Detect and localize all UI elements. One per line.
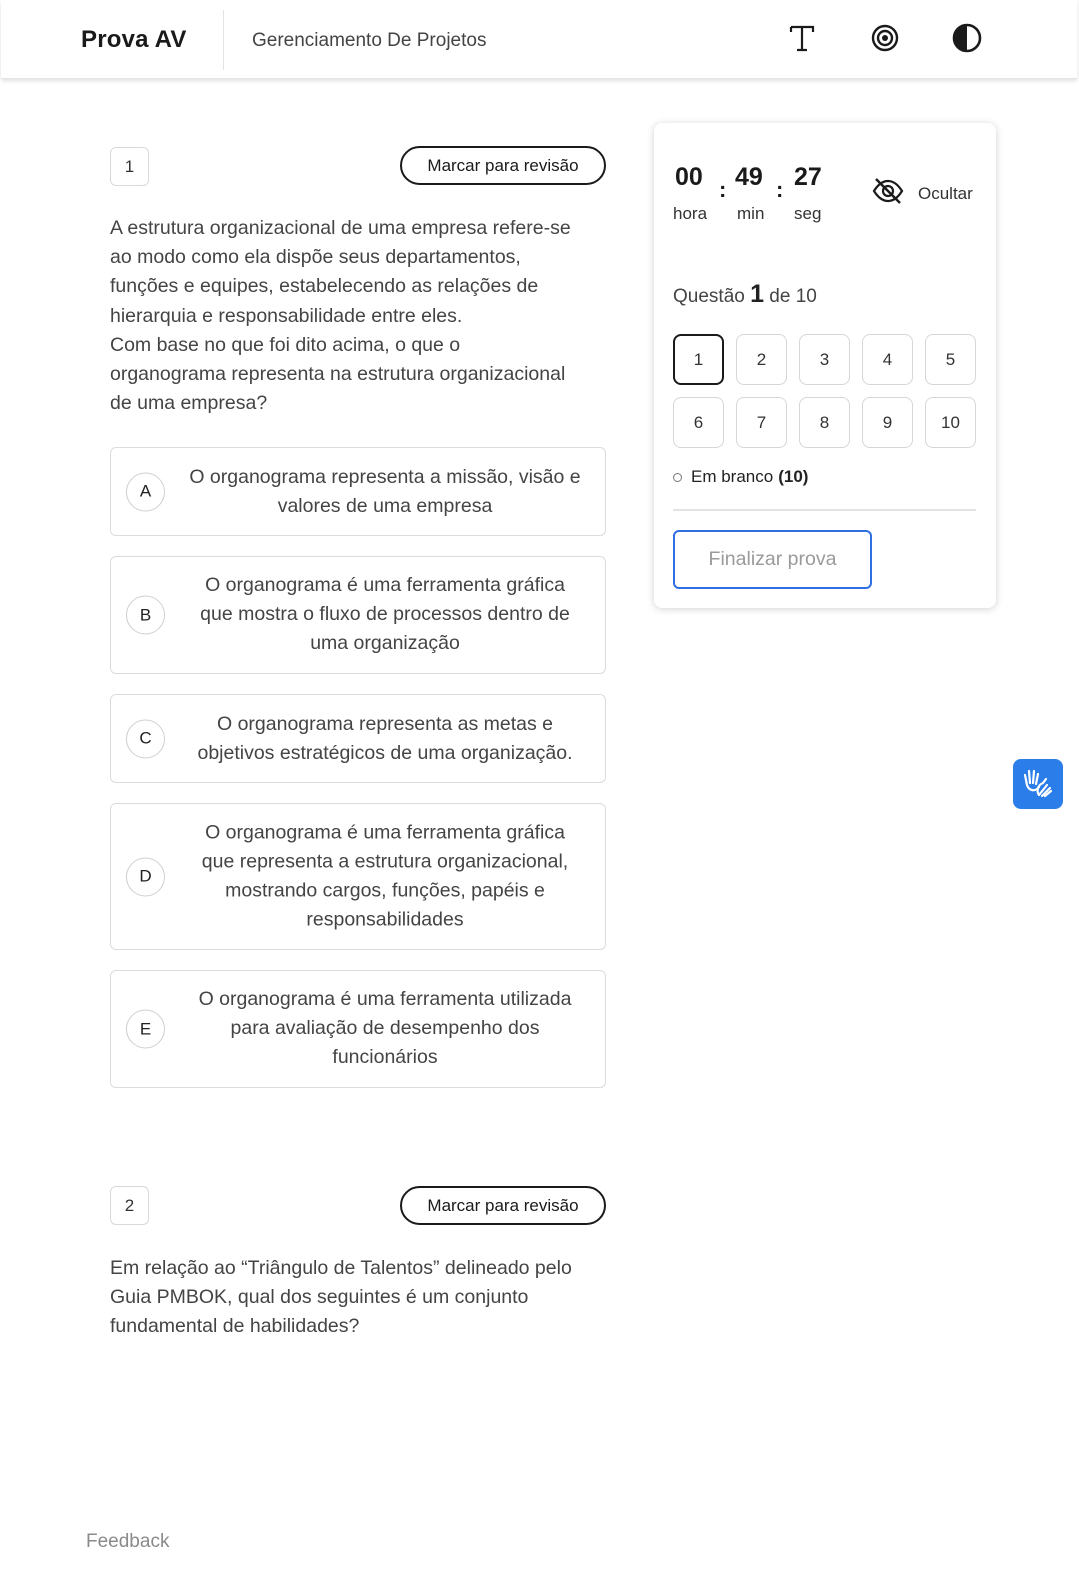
nav-question-3[interactable]: 3 [799, 334, 850, 385]
question-text-line: Em relação ao “Triângulo de Talentos” delineado pelo [110, 1257, 572, 1279]
course-title: Gerenciamento De Projetos [252, 30, 487, 51]
question-text-line: fundamental de habilidades? [110, 1315, 360, 1338]
option-text-line: O organograma representa as metas e [216, 712, 553, 735]
blank-status-label: Em branco [691, 467, 774, 486]
option-text [179, 571, 591, 659]
nav-question-8[interactable]: 8 [799, 397, 850, 448]
blank-status-count: (10) [778, 467, 809, 486]
option-text [179, 818, 591, 935]
option-text-line: mostrando cargos, funções, papéis e [225, 879, 545, 902]
answer-option-c[interactable] [110, 694, 606, 783]
timer-separator: : [776, 177, 784, 202]
blank-status-dot-icon [673, 473, 682, 482]
option-text-line: uma organização [310, 632, 460, 655]
option-letter: C [126, 719, 165, 758]
option-text-line: responsabilidades [306, 908, 464, 931]
timer-minutes-label: min [737, 204, 765, 223]
option-text-line: que representa a estrutura organizacional, [201, 850, 569, 873]
timer-seconds-label: seg [794, 204, 822, 223]
question-counter-suffix: de 10 [769, 286, 817, 307]
question-text [110, 1254, 610, 1342]
nav-question-2[interactable]: 2 [736, 334, 787, 385]
option-letter: D [126, 857, 165, 896]
option-letter: E [126, 1010, 165, 1049]
question-counter-current: 1 [750, 280, 765, 308]
question-text-line: organograma representa na estrutura organizacional [110, 363, 566, 386]
timer-hours: 00 [675, 163, 703, 191]
option-letter: B [126, 596, 165, 635]
timer-hours-label: hora [673, 204, 708, 223]
option-text-line: O organograma é uma ferramenta gráfica [205, 821, 565, 844]
timer-seconds: 27 [794, 163, 822, 191]
option-letter: A [126, 472, 165, 511]
answer-option-e[interactable] [110, 970, 606, 1088]
question-text [110, 214, 610, 418]
brand-title: Prova AV [81, 26, 187, 53]
sign-language-button[interactable] [1013, 759, 1063, 809]
nav-question-7[interactable]: 7 [736, 397, 787, 448]
option-text-line: O organograma é uma ferramenta utilizada [198, 988, 572, 1011]
nav-question-10[interactable]: 10 [925, 397, 976, 448]
timer-minutes: 49 [735, 163, 763, 191]
blank-answers-status [673, 467, 808, 487]
timer-separator: : [719, 177, 727, 202]
option-text-line: funcionários [332, 1046, 438, 1069]
option-text-line: que mostra o fluxo de processos dentro de [200, 603, 570, 626]
eye-off-icon [872, 177, 904, 210]
question-counter-prefix: Questão [673, 286, 745, 307]
exam-status-panel [654, 123, 996, 608]
question-text-line: funções e equipes, estabelecendo as relações de [110, 275, 539, 298]
option-text-line: para avaliação de desempenho dos [230, 1017, 540, 1040]
nav-question-1[interactable]: 1 [673, 334, 724, 385]
font-size-icon[interactable] [784, 20, 820, 56]
question-text-line: ao modo como ela dispõe seus departamentos, [110, 246, 521, 269]
answer-option-a[interactable] [110, 447, 606, 536]
question-text-line: Guia PMBOK, qual dos seguintes é um conjunto [110, 1286, 529, 1309]
question-number: 2 [110, 1186, 149, 1225]
answer-option-b[interactable] [110, 556, 606, 674]
question-text-line: A estrutura organizacional de uma empresa refere-se [110, 217, 571, 239]
focus-target-icon[interactable] [867, 20, 903, 56]
feedback-link[interactable]: Feedback [86, 1531, 170, 1552]
nav-question-6[interactable]: 6 [673, 397, 724, 448]
sign-language-hands-icon [1021, 765, 1055, 804]
hide-timer-label: Ocultar [918, 183, 973, 203]
option-text-line: objetivos estratégicos de uma organização. [197, 741, 573, 764]
top-bar [1, 0, 1077, 79]
question-number: 1 [110, 147, 149, 186]
nav-question-5[interactable]: 5 [925, 334, 976, 385]
question-text-line: de uma empresa? [110, 392, 268, 415]
option-text-line: valores de uma empresa [277, 494, 493, 517]
nav-question-4[interactable]: 4 [862, 334, 913, 385]
option-text [179, 462, 591, 520]
mark-for-review-button[interactable]: Marcar para revisão [400, 146, 606, 185]
answer-option-d[interactable] [110, 803, 606, 950]
option-text [179, 985, 591, 1073]
header-divider [223, 10, 224, 70]
option-text-line: O organograma representa a missão, visão e [189, 465, 581, 488]
panel-divider [673, 509, 976, 511]
question-text-line: Com base no que foi dito acima, o que o [110, 333, 461, 356]
finish-exam-button[interactable]: Finalizar prova [673, 530, 872, 589]
question-counter [673, 280, 817, 309]
hide-timer-button[interactable] [872, 177, 973, 210]
mark-for-review-button[interactable]: Marcar para revisão [400, 1186, 606, 1225]
question-text-line: hierarquia e responsabilidade entre eles. [110, 304, 463, 327]
option-text [179, 709, 591, 767]
nav-question-9[interactable]: 9 [862, 397, 913, 448]
option-text-line: O organograma é uma ferramenta gráfica [205, 574, 565, 597]
contrast-icon[interactable] [949, 20, 985, 56]
